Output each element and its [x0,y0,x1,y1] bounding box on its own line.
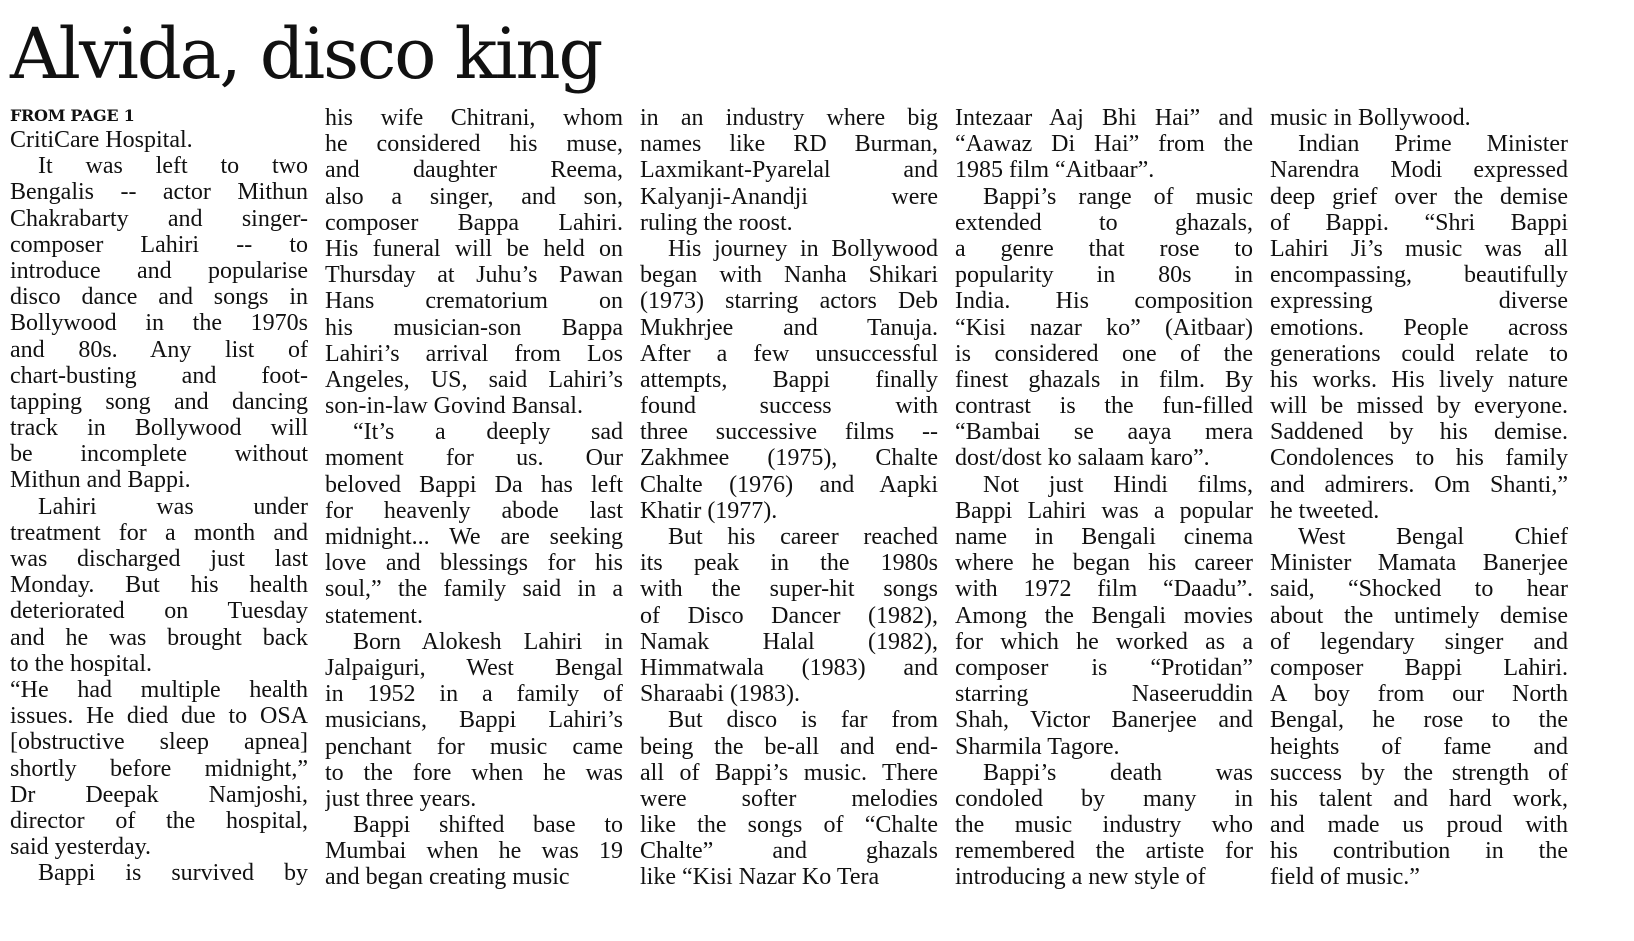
article-text-line: Shah, Victor Banerjee and [955,707,1253,734]
article-text-line: expressing diverse [1270,288,1568,315]
article-text-line: where he began his career [955,550,1253,577]
article-text-line: Namak Halal (1982), [640,628,938,655]
article-body [10,105,1624,937]
article-text-line: contrast is the fun-filled [955,393,1253,420]
article-text-line: Monday. But his health [10,572,308,599]
article-text-line: his works. His lively nature [1270,366,1568,393]
article-text-line: and admirers. Om Shanti,” [1270,471,1568,498]
headline: Alvida, disco king [10,13,602,95]
article-text-line: of legendary singer and [1270,628,1568,655]
article-text-line: names like RD Burman, [640,131,938,158]
article-text-line: Lahiri Ji’s music was all [1270,235,1568,262]
article-text-line: dost/dost ko salaam karo”. [955,445,1210,472]
article-text-line: But disco is far from [668,707,938,734]
article-text-line: soul,” the family said in a [325,576,623,603]
article-text-line: the music industry who [955,812,1253,839]
article-text-line: beloved Bappi Da has left [325,471,623,498]
article-text-line: its peak in the 1980s [640,550,938,577]
article-text-line: Bappi is survived by [38,860,308,887]
article-text-line: a genre that rose to [955,235,1253,262]
article-text-line: composer Bappa Lahiri. [325,209,623,236]
article-text-line: Chakrabarty and singer- [10,205,308,232]
article-text-line: Khatir (1977). [640,497,778,524]
article-text-line: said, “Shocked to hear [1270,576,1568,603]
article-text-line: Minister Mamata Banerjee [1270,550,1568,577]
article-text-line: popularity in 80s in [955,262,1253,289]
article-column-5 [1270,105,1568,937]
article-text-line: Zakhmee (1975), Chalte [640,445,938,472]
article-text-line: with the super-hit songs [640,576,938,603]
article-text-line: Mukhrjee and Tanuja. [640,314,938,341]
article-text-line: Mumbai when he was 19 [325,838,623,865]
article-text-line: Kalyanji-Anandji were [640,183,938,210]
article-text-line: Lahiri’s arrival from Los [325,340,623,367]
article-text-line: Indian Prime Minister [1298,131,1568,158]
article-text-line: was discharged just last [10,546,308,572]
article-text-line: heights of fame and [1270,733,1568,760]
article-text-line: Not just Hindi films, [983,471,1253,498]
article-text-line: and made us proud with [1270,812,1568,839]
article-text-line: emotions. People across [1270,314,1568,341]
article-text-line: composer Lahiri -- to [10,231,308,258]
article-text-line: Sharmila Tagore. [955,733,1120,760]
article-text-line: extended to ghazals, [955,209,1253,236]
article-text-line: introducing a new style of [955,864,1206,891]
article-text-line: Bappi’s death was [983,759,1253,786]
article-text-line: composer is “Protidan” [955,654,1253,681]
article-column-3 [640,105,938,937]
article-text-line: chart-busting and foot- [10,362,308,389]
article-text-line: Sharaabi (1983). [640,681,800,708]
article-column-4 [955,105,1253,937]
article-text-line: West Bengal Chief [1298,524,1568,550]
article-text-line: finest ghazals in film. By [955,366,1253,393]
article-text-line: penchant for music came [325,733,623,760]
article-text-line: being the be-all and end- [640,733,938,760]
article-text-line: remembered the artiste for [955,838,1253,865]
article-text-line: Himmatwala (1983) and [640,654,938,681]
article-text-line: began with Nanha Shikari [640,262,938,289]
article-text-line: Bollywood in the 1970s [10,310,308,337]
article-text-line: musicians, Bappi Lahiri’s [325,707,623,734]
article-text-line: found success with [640,393,938,420]
article-text-line: shortly before midnight,” [10,755,308,782]
article-text-line: treatment for a month and [10,519,308,546]
article-text-line: name in Bengali cinema [955,524,1253,550]
article-text-line: love and blessings for his [325,550,623,577]
article-text-line: all of Bappi’s music. There [640,759,938,786]
article-text-line: disco dance and songs in [10,284,308,311]
article-text-line: like “Kisi Nazar Ko Tera [640,864,880,891]
article-text-line: Narendra Modi expressed [1270,157,1568,184]
article-text-line: statement. [325,602,423,629]
article-text-line: in an industry where big [640,105,938,131]
article-text-line: Bengalis -- actor Mithun [10,179,308,206]
article-text-line: A boy from our North [1270,681,1568,708]
article-text-line: It was left to two [38,153,308,180]
article-text-line: success by the strength of [1270,759,1568,786]
article-text-line: and he was brought back [10,624,308,651]
article-text-line: Condolences to his family [1270,445,1568,472]
article-text-line: will be missed by everyone. [1270,393,1568,420]
article-text-line: condoled by many in [955,785,1253,812]
article-text-line: were softer melodies [640,785,938,812]
article-text-line: Hans crematorium on [325,288,623,315]
article-text-line: (1973) starring actors Deb [640,288,938,315]
article-text-line: three successive films -- [640,419,938,446]
article-text-line: he considered his muse, [325,131,623,158]
article-text-line: of Disco Dancer (1982), [640,602,938,629]
article-text-line: said yesterday. [10,834,152,861]
article-text-line: Bengal, he rose to the [1270,707,1568,734]
article-text-line: generations could relate to [1270,340,1568,367]
article-text-line: just three years. [325,785,477,812]
article-text-line: Bappi’s range of music [983,183,1253,210]
article-text-line: Chalte” and ghazals [640,838,938,865]
article-text-line: his wife Chitrani, whom [325,105,623,131]
article-text-line: encompassing, beautifully [1270,262,1568,289]
article-text-line: Saddened by his demise. [1270,419,1568,446]
article-text-line: Angeles, US, said Lahiri’s [325,366,623,393]
article-text-line: like the songs of “Chalte [640,812,938,839]
article-text-line: and began creating music [325,864,570,891]
article-text-line: and daughter Reema, [325,157,623,184]
article-text-line: Chalte (1976) and Aapki [640,471,938,498]
article-column-1 [10,105,308,937]
article-text-line: Dr Deepak Namjoshi, [10,781,308,808]
article-text-line: ruling the roost. [640,209,793,236]
article-text-line: midnight... We are seeking [325,524,623,550]
article-text-line: introduce and popularise [10,257,308,284]
article-text-line: music in Bollywood. [1270,105,1471,131]
article-text-line: to the hospital. [10,650,152,677]
article-text-line: Lahiri was under [38,493,308,520]
article-text-line: for which he worked as a [955,628,1253,655]
article-text-line: “Bambai se aaya mera [955,419,1253,446]
article-text-line: Bappi shifted base to [353,812,623,839]
article-text-line: tapping song and dancing [10,388,308,415]
article-text-line: composer Bappi Lahiri. [1270,654,1568,681]
article-text-line: for heavenly abode last [325,497,623,524]
article-text-line: His journey in Bollywood [668,235,938,262]
article-text-line: [obstructive sleep apnea] [10,729,308,756]
article-text-line: Laxmikant-Pyarelal and [640,157,938,184]
article-text-line: India. His composition [955,288,1253,315]
article-text-line: moment for us. Our [325,445,623,472]
article-text-line: with 1972 film “Daadu”. [955,576,1253,603]
article-text-line: and 80s. Any list of [10,336,308,363]
article-text-line: his talent and hard work, [1270,785,1568,812]
article-text-line: Born Alokesh Lahiri in [353,628,623,655]
article-text-line: be incomplete without [10,441,308,468]
article-text-line: Among the Bengali movies [955,602,1253,629]
article-text-line: Bappi Lahiri was a popular [955,497,1253,524]
article-text-line: son-in-law Govind Bansal. [325,393,583,420]
article-text-line: to the fore when he was [325,759,623,786]
article-text-line: CritiCare Hospital. [10,127,193,153]
article-text-line: issues. He died due to OSA [10,703,308,730]
article-text-line: “Aawaz Di Hai” from the [955,131,1253,158]
article-text-line: field of music.” [1270,864,1420,891]
article-text-line: Jalpaiguri, West Bengal [325,654,623,681]
article-text-line: is considered one of the [955,340,1253,367]
article-text-line: in 1952 in a family of [325,681,623,708]
article-text-line: “Kisi nazar ko” (Aitbaar) [955,314,1253,341]
article-text-line: about the untimely demise [1270,602,1568,629]
article-text-line: director of the hospital, [10,807,308,834]
article-text-line: Mithun and Bappi. [10,467,191,494]
article-text-line: starring Naseeruddin [955,681,1253,708]
article-text-line: After a few unsuccessful [640,340,938,367]
article-text-line: But his career reached [668,524,938,550]
continued-from-page-label: FROM PAGE 1 [10,106,135,125]
article-text-line: his musician-son Bappa [325,314,623,341]
article-column-2 [325,105,623,937]
article-text-line: deep grief over the demise [1270,183,1568,210]
article-text-line: also a singer, and son, [325,183,623,210]
article-text-line: “It’s a deeply sad [353,419,623,446]
article-text-line: his contribution in the [1270,838,1568,865]
article-text-line: attempts, Bappi finally [640,366,938,393]
article-text-line: track in Bollywood will [10,415,308,442]
article-text-line: Intezaar Aaj Bhi Hai” and [955,105,1253,131]
article-text-line: 1985 film “Aitbaar”. [955,157,1155,184]
article-text-line: “He had multiple health [10,676,308,703]
article-text-line: His funeral will be held on [325,235,623,262]
article-text-line: deteriorated on Tuesday [10,598,308,625]
article-text-line: he tweeted. [1270,497,1380,524]
article-text-line: of Bappi. “Shri Bappi [1270,209,1568,236]
article-text-line: Thursday at Juhu’s Pawan [325,262,623,289]
